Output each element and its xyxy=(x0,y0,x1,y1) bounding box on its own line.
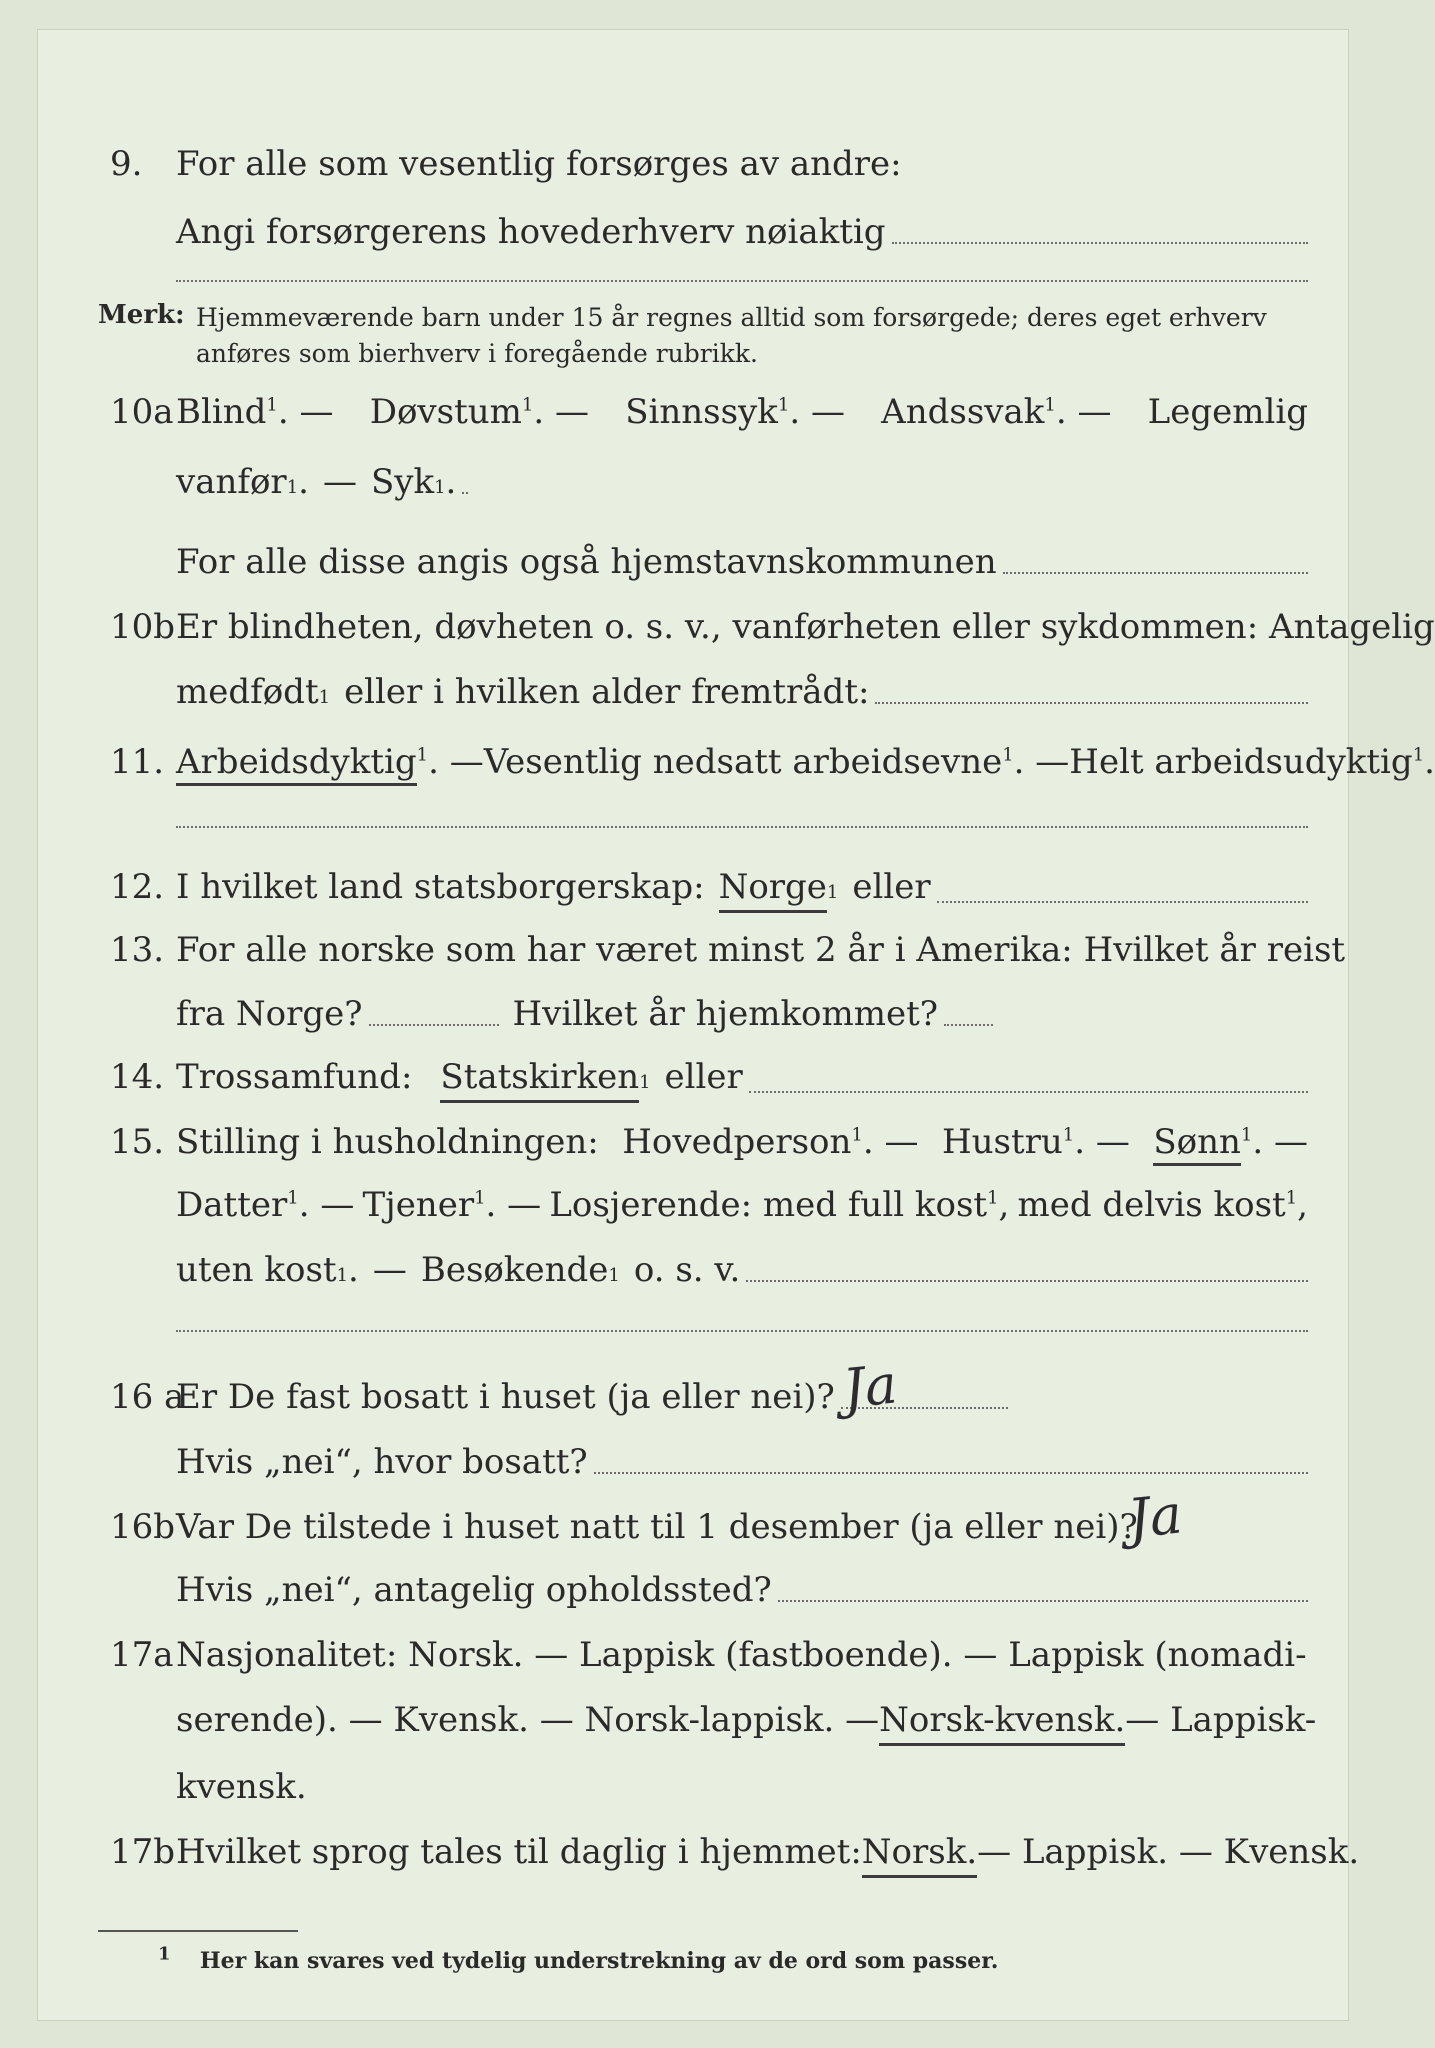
q12-answer-line[interactable] xyxy=(937,901,1308,903)
q15-number: 15. xyxy=(110,1122,165,1162)
q11-number: 11. xyxy=(110,742,165,782)
q10b-answer-line[interactable] xyxy=(875,702,1308,704)
q10a-syk: Syk xyxy=(370,462,435,502)
q14-answer-line[interactable] xyxy=(749,1091,1308,1093)
q15-datter[interactable]: Datter xyxy=(176,1185,288,1225)
q17b-question: Hvilket sprog tales til daglig i hjemmet: xyxy=(176,1832,862,1872)
merk-line1: Hjemmeværende barn under 15 år regnes alltid som forsørgede; deres eget erhverv xyxy=(196,303,1267,332)
q9-answer-line[interactable] xyxy=(892,242,1308,244)
q15-answer-line-2[interactable] xyxy=(176,1330,1308,1332)
q10b-line1: Er blindheten, døvheten o. s. v., vanførheten eller sykdommen: Antagelig xyxy=(176,607,1435,647)
q16b-number: 16b xyxy=(110,1507,176,1547)
q14-label: Trossamfund: xyxy=(176,1057,413,1097)
footnote-text: Her kan svares ved tydelig understrekning av de ord som passer. xyxy=(199,1948,999,1974)
q15-delvis-kost[interactable]: med delvis kost xyxy=(1017,1185,1286,1225)
q12-eller: eller xyxy=(852,867,931,907)
q12-norge-selected[interactable]: Norge xyxy=(719,865,827,913)
q16b-opholdssted: Hvis „nei“, antagelig opholdssted? xyxy=(176,1570,772,1610)
q17a-line2: serende). — Kvensk. — Norsk-lappisk. — xyxy=(176,1700,880,1740)
q10b-medfodt: medfødt xyxy=(176,672,319,712)
q13-line1: For alle norske som har været minst 2 år i Amerika: Hvilket år reist xyxy=(176,930,1346,970)
census-form-page: 9. For alle som vesentlig forsørges av andre: Angi forsørgerens hovederhverv nøiaktig Merk: Hjemmeværende barn under 15 år regnes alltid som forsørgede; deres eget erhverv anføres som bierhverv i foregående rubrikk. 10a Blind$^1$. — Døvstum$^1$. — Sinnssyk$^1$. — Andssvak$^1$. — Legemlig vanfør 1 . — Syk 1 . For alle disse angis også hjemstavnskommunen 10b Er blindheten, døvheten o. s. v., vanførheten eller sykdommen: Antagelig medfødt 1 eller i hvilken alder fremtrådt: 11. Arbeidsdyktig$^1$. — Vesentlig nedsatt arbeidsevne$^1$. — Helt arbeidsudyktig$^1$. 12. I hvilket land statsborgerskap: Norge 1 eller 13. For alle norske som har været minst 2 år i Amerika: Hvilket år reist fra Norge? Hvilket år hjemkommet? 14. Trossamfund: Statskirken 1 eller 15. Stilling i husholdningen: Hovedperson$^1$. — Hustru$^1$. — Sønn$^1$. — Datter$^1$. — Tjener$^1$. — Losjerende: med full kost$^1$, med delvis kost$^1$, uten kost 1 . — Besøkende 1 o. s. v. 16 a Er De fast bosatt i huset (ja eller nei)? Ja Hvis „nei“, hvor bosatt? 16b Var De tilstede i huset natt til 1 desember (ja eller nei)? Ja Hvis „nei“, antagelig opholdssted? 17a Nasjonalitet: Norsk. — Lappisk (fastboende). — Lappisk (nomadi- serende). — Kvensk. — Norsk-lappisk. — Norsk-kvensk. — Lappisk- kvensk. 17b Hvilket sprog tales til daglig i hjemmet: Norsk. — Lappisk. — Kvensk. $^1$ Her kan svares ved tydelig understrekning av de ord som passer. xyxy=(38,30,1348,2020)
q9-line2: Angi forsørgerens hovederhverv nøiaktig xyxy=(176,212,886,252)
q14-number: 14. xyxy=(110,1057,165,1097)
q10a-hjemstavn: For alle disse angis også hjemstavnskommunen xyxy=(176,542,997,582)
q15-uten-kost[interactable]: uten kost xyxy=(176,1250,337,1290)
q15-tjener[interactable]: Tjener xyxy=(362,1185,475,1225)
q11-udyktig[interactable]: Helt arbeidsudyktig xyxy=(1069,742,1413,782)
q15-sonn-selected[interactable]: Sønn xyxy=(1153,1122,1241,1166)
q9-number: 9. xyxy=(110,144,143,184)
footnote-mark: 1 xyxy=(158,1943,171,1965)
q15-hustru[interactable]: Hustru xyxy=(941,1122,1063,1162)
q10a-andssvak: Andssvak xyxy=(881,392,1045,432)
q13-hjemkommet-answer-line[interactable] xyxy=(944,1024,993,1026)
q11-nedsatt[interactable]: Vesentlig nedsatt arbeidsevne xyxy=(483,742,1003,782)
q9-answer-line-2[interactable] xyxy=(176,280,1308,282)
q17a-norsk-kvensk-selected[interactable]: Norsk-kvensk. xyxy=(879,1698,1125,1746)
q10a-hjemstavn-answer-line[interactable] xyxy=(1003,572,1308,574)
q9-line1: For alle som vesentlig forsørges av andre: xyxy=(176,144,902,184)
q17b-norsk-selected[interactable]: Norsk. xyxy=(862,1830,977,1878)
q17a-line3: kvensk. xyxy=(176,1767,307,1807)
q15-answer-line[interactable] xyxy=(746,1280,1308,1282)
q10a-dovstum: Døvstum xyxy=(369,392,522,432)
q16b-question: Var De tilstede i huset natt til 1 desember (ja eller nei)? xyxy=(176,1507,1138,1547)
q13-reist-answer-line[interactable] xyxy=(369,1024,499,1026)
q16a-handwritten-answer[interactable]: Ja xyxy=(839,1352,900,1421)
q10a-number: 10a xyxy=(110,392,174,432)
q13-hjemkommet: Hvilket år hjemkommet? xyxy=(512,994,939,1034)
q12-number: 12. xyxy=(110,867,165,907)
q12-label: I hvilket land statsborgerskap: xyxy=(176,867,705,907)
q10b-number: 10b xyxy=(110,607,176,647)
q11-arbeidsdyktig-selected[interactable]: Arbeidsdyktig xyxy=(176,742,417,786)
q17b-number: 17b xyxy=(110,1832,176,1872)
q15-osv: o. s. v. xyxy=(633,1250,741,1290)
q15-label: Stilling i husholdningen: xyxy=(176,1122,599,1162)
footnote xyxy=(158,1943,999,1974)
q10a-syk-answer-line[interactable] xyxy=(462,492,468,494)
merk-label: Merk: xyxy=(98,300,185,330)
q16a-question: Er De fast bosatt i huset (ja eller nei)? xyxy=(176,1377,835,1417)
q15-hovedperson[interactable]: Hovedperson xyxy=(622,1122,852,1162)
q14-eller: eller xyxy=(664,1057,743,1097)
q14-statskirken-selected[interactable]: Statskirken xyxy=(440,1055,639,1103)
q10a-blind: Blind xyxy=(176,392,267,432)
q17a-line1: Nasjonalitet: Norsk. — Lappisk (fastboende). — Lappisk (nomadi- xyxy=(176,1635,1307,1675)
q17a-number: 17a xyxy=(110,1635,174,1675)
q16a-bosatt: Hvis „nei“, hvor bosatt? xyxy=(176,1442,588,1482)
q13-fra-norge: fra Norge? xyxy=(176,994,363,1034)
q16b-handwritten-answer[interactable]: Ja xyxy=(1124,1482,1185,1551)
q17a-line2-tail: — Lappisk- xyxy=(1125,1700,1317,1740)
q17b-tail: — Lappisk. — Kvensk. xyxy=(977,1832,1360,1872)
q16a-bosatt-answer-line[interactable] xyxy=(594,1472,1308,1474)
q16b-answer-line[interactable] xyxy=(778,1600,1308,1602)
footnote-rule xyxy=(98,1930,298,1932)
q10a-vanfor: vanfør xyxy=(176,462,287,502)
q16a-number: 16 a xyxy=(110,1377,185,1417)
q10a-sinnssyk: Sinnssyk xyxy=(625,392,778,432)
q15-losjerende[interactable]: Losjerende: med full kost xyxy=(549,1185,988,1225)
q10b-alder: eller i hvilken alder fremtrådt: xyxy=(344,672,870,712)
q11-answer-line[interactable] xyxy=(176,826,1308,828)
q10a-legemlig: Legemlig xyxy=(1147,392,1308,432)
merk-line2: anføres som bierhverv i foregående rubrikk. xyxy=(196,339,758,368)
q15-besokende[interactable]: Besøkende xyxy=(420,1250,609,1290)
q13-number: 13. xyxy=(110,930,165,970)
